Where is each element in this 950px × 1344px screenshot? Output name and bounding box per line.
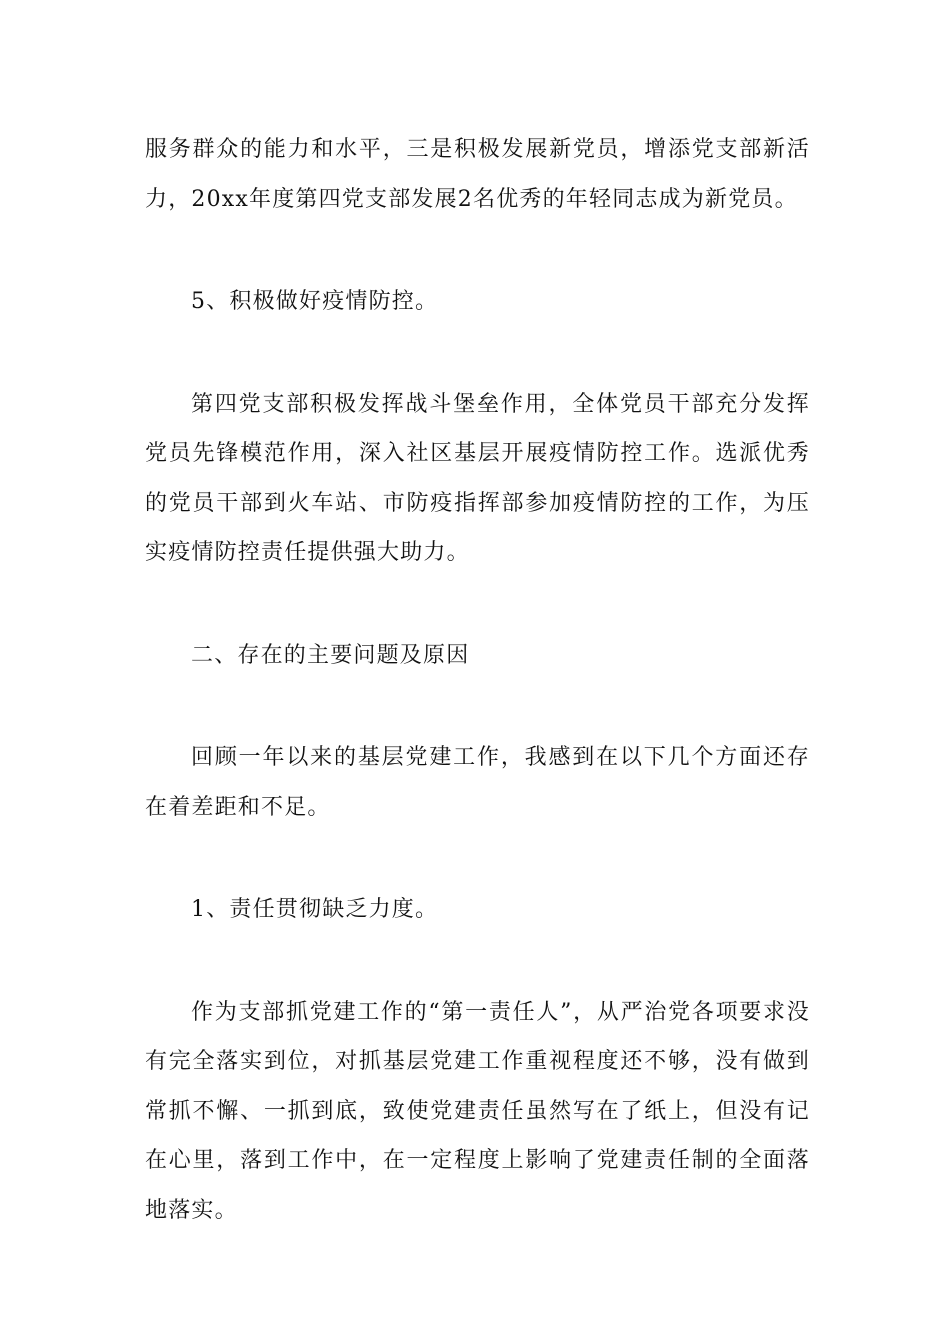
section-heading-epidemic-control: 5、积极做好疫情防控。 <box>191 289 439 314</box>
section-heading-responsibility: 1、责任贯彻缺乏力度。 <box>191 897 439 922</box>
document-body <box>145 125 810 1235</box>
paragraph-review: 回顾一年以来的基层党建工作，我感到在以下几个方面还存在着差距和不足。 <box>145 745 810 820</box>
paragraph-responsibility: 作为支部抓党建工作的“第一责任人”，从严治党各项要求没有完全落实到位，对抓基层党建工作重视程度还不够，没有做到常抓不懈、一抓到底，致使党建责任虽然写在了纸上，但没有记在心里，落到工作中，在一定程度上影响了党建责任制的全面落地落实。 <box>145 999 810 1223</box>
paragraph-epidemic-control: 第四党支部积极发挥战斗堡垒作用，全体党员干部充分发挥党员先锋模范作用，深入社区基层开展疫情防控工作。选派优秀的党员干部到火车站、市防疫指挥部参加疫情防控的工作，为压实疫情防控责任提供强大助力。 <box>145 391 810 565</box>
section-heading-main-problems: 二、存在的主要问题及原因 <box>191 642 470 668</box>
paragraph-continuation: 服务群众的能力和水平，三是积极发展新党员，增添党支部新活力，20xx年度第四党支部发展2名优秀的年轻同志成为新党员。 <box>145 137 810 212</box>
